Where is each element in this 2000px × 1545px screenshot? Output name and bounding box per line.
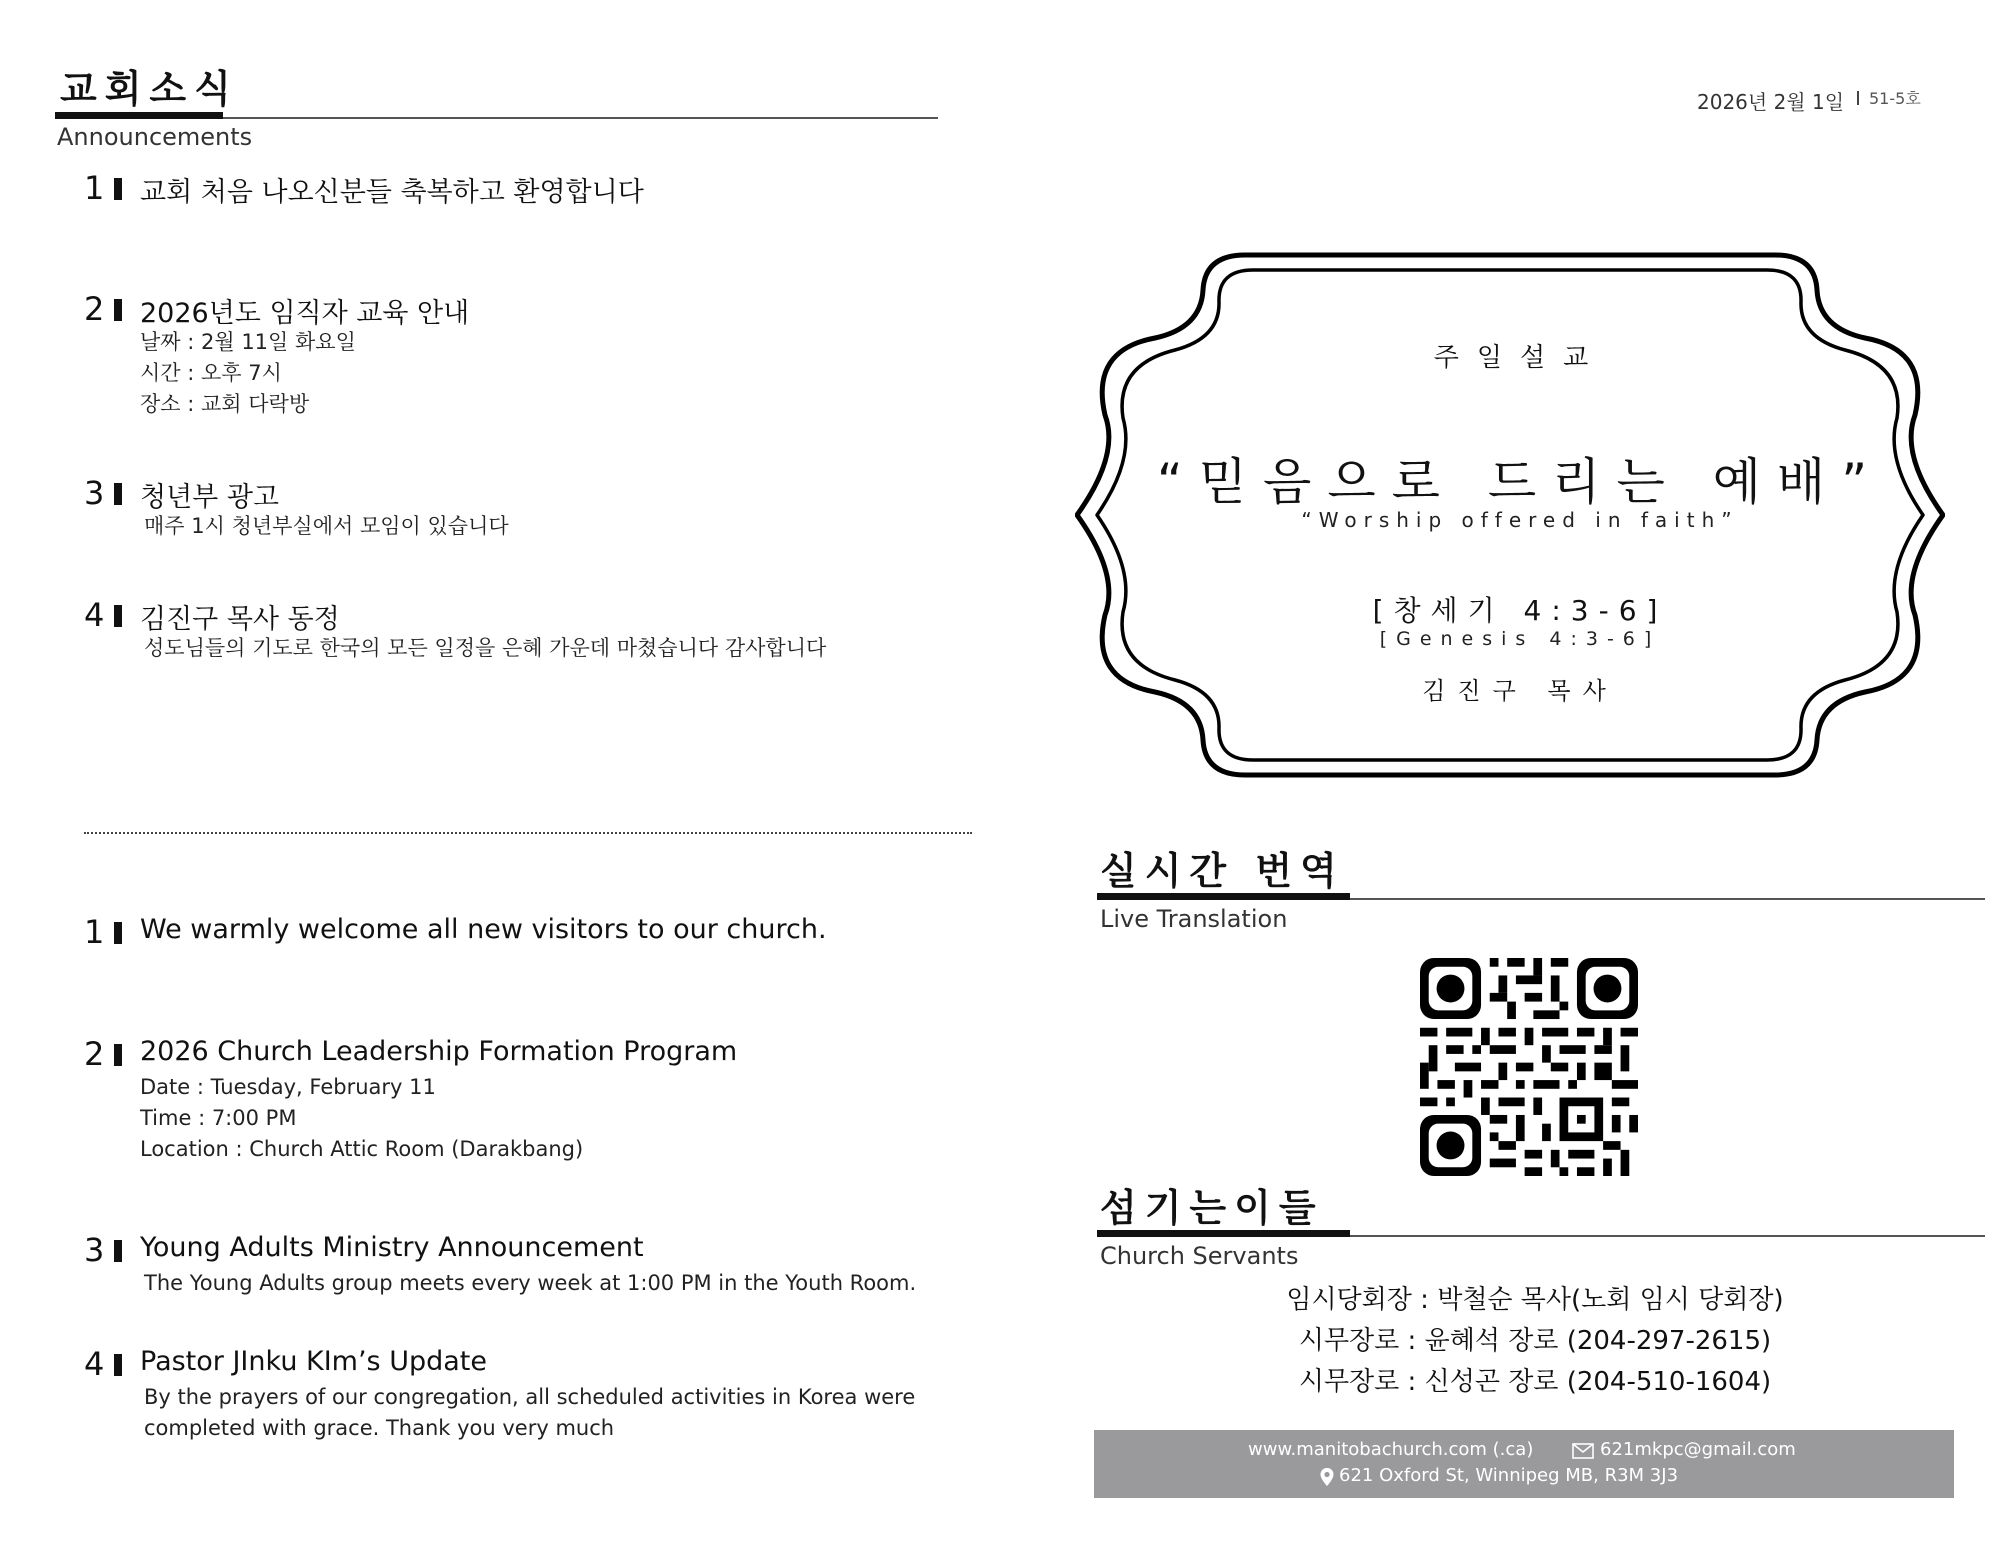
servant-line: 시무장로 : 신성곤 장로 (204-510-1604) xyxy=(1298,1367,1772,1397)
announcement-title: 청년부 광고 xyxy=(140,482,279,513)
announcement-title: Pastor JInku KIm’s Update xyxy=(140,1346,487,1377)
email-link[interactable]: 621mkpc@gmail.com xyxy=(1600,1439,1796,1460)
address-text: 621 Oxford St, Winnipeg MB, R3M 3J3 xyxy=(1339,1465,1679,1486)
announcement-title: 2026년도 임직자 교육 안내 xyxy=(140,298,470,329)
sermon-preacher: 김진구 목사 xyxy=(1422,677,1618,705)
announcement-detail: The Young Adults group meets every week at 1:00 PM in the Youth Room. xyxy=(144,1271,917,1295)
announcement-detail: Time : 7:00 PM xyxy=(140,1106,297,1130)
servant-line: 임시당회장 : 박철순 목사(노회 임시 당회장) xyxy=(1286,1285,1784,1315)
announcement-detail: 성도님들의 기도로 한국의 모든 일정을 은혜 가운데 마쳤습니다 감사합니다 xyxy=(144,636,827,660)
issue-number: 51-5호 xyxy=(1869,89,1921,108)
announcements-subtitle: Announcements xyxy=(57,123,253,151)
announcement-detail: 날짜 : 2월 11일 화요일 xyxy=(140,330,356,354)
qr-code[interactable] xyxy=(1420,958,1638,1176)
section-divider xyxy=(84,832,972,834)
announcement-bullet xyxy=(114,483,122,505)
announcement-bullet xyxy=(114,1354,122,1376)
servant-line: 시무장로 : 윤혜석 장로 (204-297-2615) xyxy=(1298,1326,1772,1356)
announcement-detail: Date : Tuesday, February 11 xyxy=(140,1075,436,1099)
bulletin-date: 2026년 2월 1일 xyxy=(1697,90,1845,114)
announcements-title-underline xyxy=(55,112,223,119)
translation-title-underline xyxy=(1097,893,1350,900)
sermon-title-english: “Worship offered in faith” xyxy=(1301,508,1739,532)
translation-subtitle: Live Translation xyxy=(1100,905,1288,933)
sermon-reference: [창세기 4:3-6] xyxy=(1372,594,1668,627)
announcement-title: 2026 Church Leadership Formation Program xyxy=(140,1036,738,1067)
announcement-number: 1 xyxy=(84,913,105,951)
announcement-title: We warmly welcome all new visitors to our church. xyxy=(140,914,827,945)
announcement-bullet xyxy=(114,605,122,627)
servants-title-underline xyxy=(1097,1230,1350,1237)
announcement-title: Young Adults Ministry Announcement xyxy=(140,1232,644,1263)
sermon-reference-english: [Genesis 4:3-6] xyxy=(1379,628,1661,650)
announcement-title: 교회 처음 나오신분들 축복하고 환영합니다 xyxy=(140,177,644,208)
issue-separator xyxy=(1857,91,1859,105)
announcements-header-rule xyxy=(223,117,938,119)
announcement-number: 3 xyxy=(84,474,105,512)
announcement-bullet xyxy=(114,299,122,321)
location-pin-icon xyxy=(1319,1467,1335,1487)
announcement-bullet xyxy=(114,1044,122,1066)
announcement-bullet xyxy=(114,1240,122,1262)
announcement-bullet xyxy=(114,178,122,200)
servants-title: 섬기는이들 xyxy=(1100,1186,1324,1230)
envelope-icon xyxy=(1572,1443,1594,1459)
announcement-detail: By the prayers of our congregation, all scheduled activities in Korea were xyxy=(144,1385,916,1409)
announcement-title: 김진구 목사 동정 xyxy=(140,604,340,635)
website-link[interactable]: www.manitobachurch.com (.ca) xyxy=(1248,1439,1534,1460)
announcement-number: 3 xyxy=(84,1231,105,1269)
translation-title: 실시간 번역 xyxy=(1100,849,1345,893)
announcement-number: 2 xyxy=(84,290,105,328)
announcement-detail: 시간 : 오후 7시 xyxy=(140,361,282,385)
announcement-bullet xyxy=(114,922,122,944)
announcement-number: 4 xyxy=(84,1345,105,1383)
translation-header-rule xyxy=(1350,898,1985,900)
servants-header-rule xyxy=(1350,1235,1985,1237)
announcements-title: 교회소식 xyxy=(60,67,239,111)
contact-footer xyxy=(1094,1430,1954,1498)
sermon-label: 주일설교 xyxy=(1433,343,1607,373)
servants-subtitle: Church Servants xyxy=(1100,1242,1299,1270)
announcement-detail: completed with grace. Thank you very much xyxy=(144,1416,615,1440)
announcement-number: 2 xyxy=(84,1035,105,1073)
announcement-detail: 장소 : 교회 다락방 xyxy=(140,392,310,416)
announcement-detail: Location : Church Attic Room (Darakbang) xyxy=(140,1137,584,1161)
announcement-number: 1 xyxy=(84,169,105,207)
announcement-detail: 매주 1시 청년부실에서 모임이 있습니다 xyxy=(144,514,509,538)
sermon-title: “믿음으로 드리는 예배” xyxy=(1156,453,1884,511)
announcement-number: 4 xyxy=(84,596,105,634)
